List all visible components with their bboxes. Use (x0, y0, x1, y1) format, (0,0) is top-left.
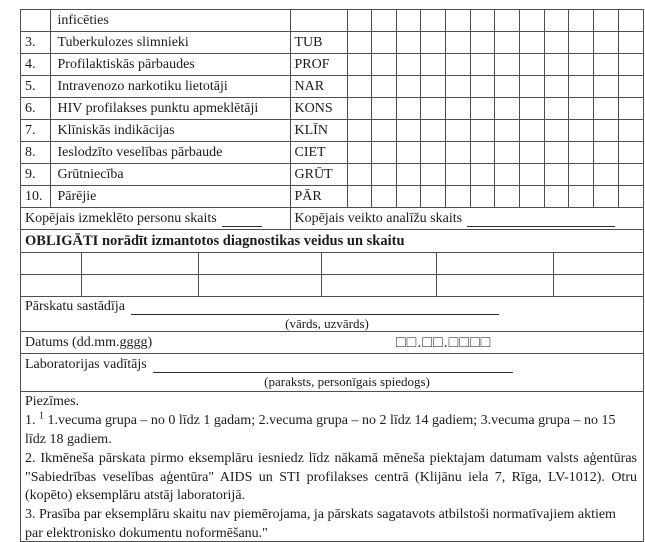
row-number-cell: 10. (21, 186, 50, 208)
totals-row (21, 208, 643, 230)
value-cell[interactable] (544, 186, 569, 208)
value-cell[interactable] (618, 10, 643, 32)
value-cell[interactable] (594, 120, 619, 142)
value-cell[interactable] (618, 54, 643, 76)
value-cell[interactable] (421, 10, 446, 32)
note-2: 2. Ikmēneša pārskata pirmo eksemplāru iesniedz līdz nākamā mēneša piektajam datumam valsts aģentūras "Sabiedrības veselības aģentūra" AIDS un STI profilakses centrā (Klijānu iela 7, Rīga, LV-1012). Otru (kopēto) eksemplāru atstāj laboratorijā. (25, 451, 637, 504)
value-cell[interactable] (396, 10, 421, 32)
lab-head-label: Laboratorijas vadītājs (25, 357, 147, 372)
value-cell[interactable] (569, 32, 594, 54)
value-cell[interactable] (618, 76, 643, 98)
value-cell[interactable] (520, 142, 545, 164)
date-input-boxes[interactable]: □□.□□.□□□□ (396, 334, 492, 351)
prepared-by-label: Pārskatu sastādīja (25, 299, 125, 314)
table-row (21, 186, 643, 208)
value-cell[interactable] (421, 32, 446, 54)
value-cell[interactable] (372, 142, 397, 164)
value-cell[interactable] (618, 186, 643, 208)
value-cell[interactable] (436, 253, 553, 275)
value-cell[interactable] (495, 10, 520, 32)
value-cell[interactable] (396, 120, 421, 142)
value-cell[interactable] (544, 120, 569, 142)
value-cell[interactable] (495, 32, 520, 54)
total-persons-cell (21, 208, 290, 230)
value-cell[interactable] (544, 164, 569, 186)
total-persons-blank[interactable] (222, 213, 262, 227)
table-row (21, 98, 643, 120)
value-cell[interactable] (544, 54, 569, 76)
value-cell[interactable] (421, 98, 446, 120)
value-cell[interactable] (544, 10, 569, 32)
value-cell[interactable] (396, 32, 421, 54)
lab-head-caption: (paraksts, personīgais spiedogs) (264, 374, 430, 389)
value-cell[interactable] (520, 186, 545, 208)
value-cell[interactable] (446, 10, 471, 32)
value-cell[interactable] (495, 76, 520, 98)
value-cell[interactable] (372, 54, 397, 76)
value-cell[interactable] (520, 32, 545, 54)
value-cell[interactable] (594, 142, 619, 164)
row-number-cell: 9. (21, 164, 50, 186)
row-code-cell: GRŪT (290, 164, 347, 186)
date-row (21, 332, 643, 354)
value-cell[interactable] (347, 54, 372, 76)
note-1-superscript: 1 (39, 410, 44, 422)
value-cell[interactable] (396, 98, 421, 120)
row-number-cell: 6. (21, 98, 50, 120)
row-label-cell: Profilaktiskās pārbaudes (50, 54, 290, 76)
note-1: 1. $^1$ 1.vecuma grupa – no 0 līdz 1 gadam; 2.vecuma grupa – no 2 līdz 14 gadiem; 3.vecuma grupa – no 15 līdz 18 gadiem. (25, 410, 616, 447)
value-cell[interactable] (594, 32, 619, 54)
value-cell[interactable] (446, 76, 471, 98)
value-cell[interactable] (495, 164, 520, 186)
row-label-cell: Klīniskās indikācijas (50, 120, 290, 142)
value-cell[interactable] (618, 32, 643, 54)
value-cell[interactable] (569, 98, 594, 120)
value-cell[interactable] (396, 186, 421, 208)
value-cell[interactable] (569, 10, 594, 32)
total-analyses-cell (290, 208, 643, 230)
value-cell[interactable] (347, 142, 372, 164)
value-cell[interactable] (470, 120, 495, 142)
row-label-cell: Intravenozo narkotiku lietotāji (50, 76, 290, 98)
value-cell[interactable] (520, 120, 545, 142)
value-cell[interactable] (396, 142, 421, 164)
value-cell[interactable] (372, 98, 397, 120)
value-cell[interactable] (372, 164, 397, 186)
value-cell[interactable] (520, 76, 545, 98)
value-cell[interactable] (470, 76, 495, 98)
table-row (21, 164, 643, 186)
row-label-cell: Pārējie (50, 186, 290, 208)
value-cell[interactable] (618, 120, 643, 142)
table-row (21, 54, 643, 76)
row-code-cell: KONS (290, 98, 347, 120)
row-number-cell: 7. (21, 120, 50, 142)
diagnostics-grid-table (21, 253, 643, 297)
value-cell[interactable] (421, 76, 446, 98)
value-cell[interactable] (594, 164, 619, 186)
date-label: Datums (dd.mm.gggg) (25, 335, 153, 350)
note-3: 3. Prasība par eksemplāru skaitu nav piemērojama, ja pārskats sagatavots atbilstoši normatīvajiem aktiem par elektronisko dokumentu noformēšanu." (25, 507, 616, 541)
table-row (21, 32, 643, 54)
value-cell[interactable] (553, 253, 643, 275)
value-cell[interactable] (544, 142, 569, 164)
value-cell[interactable] (421, 120, 446, 142)
value-cell[interactable] (372, 32, 397, 54)
total-analyses-blank[interactable] (467, 213, 615, 227)
value-cell[interactable] (347, 164, 372, 186)
value-cell[interactable] (495, 120, 520, 142)
notes-title: Piezīmes. (25, 394, 80, 409)
value-cell[interactable] (446, 98, 471, 120)
table-row (21, 120, 643, 142)
row-label-cell: Grūtniecība (50, 164, 290, 186)
value-cell[interactable] (347, 32, 372, 54)
prepared-by-blank[interactable] (131, 301, 499, 315)
value-cell[interactable] (495, 98, 520, 120)
notes-section (21, 392, 643, 541)
value-cell[interactable] (520, 10, 545, 32)
table-row-carryover (21, 10, 643, 32)
value-cell[interactable] (347, 76, 372, 98)
row-number-cell (21, 10, 50, 32)
value-cell[interactable] (594, 186, 619, 208)
value-cell[interactable] (495, 186, 520, 208)
value-cell[interactable] (618, 98, 643, 120)
value-cell[interactable] (594, 98, 619, 120)
diagnostics-grid-row (21, 253, 643, 275)
laboratory-report-form (20, 9, 644, 542)
value-cell[interactable] (21, 275, 81, 297)
row-label-cell: Tuberkulozes slimnieki (50, 32, 290, 54)
total-persons-label: Kopējais izmeklēto personu skaits (25, 210, 217, 226)
value-cell[interactable] (347, 10, 372, 32)
value-cell[interactable] (520, 164, 545, 186)
value-cell[interactable] (544, 98, 569, 120)
row-code-cell: TUB (290, 32, 347, 54)
value-cell[interactable] (21, 253, 81, 275)
value-cell[interactable] (347, 120, 372, 142)
value-cell[interactable] (446, 164, 471, 186)
value-cell[interactable] (544, 32, 569, 54)
lab-head-row (21, 354, 643, 392)
value-cell[interactable] (470, 10, 495, 32)
value-cell[interactable] (470, 164, 495, 186)
row-label-cell: HIV profilakses punktu apmeklētāji (50, 98, 290, 120)
value-cell[interactable] (618, 142, 643, 164)
value-cell[interactable] (421, 186, 446, 208)
table-row (21, 76, 643, 98)
row-number-cell: 3. (21, 32, 50, 54)
value-cell[interactable] (470, 32, 495, 54)
lab-head-blank[interactable] (153, 359, 513, 373)
row-code-cell: KLĪN (290, 120, 347, 142)
value-cell[interactable] (396, 54, 421, 76)
row-label-cell: Ieslodzīto veselības pārbaude (50, 142, 290, 164)
row-number-cell: 8. (21, 142, 50, 164)
value-cell[interactable] (198, 275, 321, 297)
prepared-by-row (21, 297, 643, 332)
diagnostics-grid-row (21, 275, 643, 297)
value-cell[interactable] (569, 76, 594, 98)
value-cell[interactable] (372, 76, 397, 98)
row-number-cell: 4. (21, 54, 50, 76)
value-cell[interactable] (569, 186, 594, 208)
value-cell[interactable] (520, 54, 545, 76)
value-cell[interactable] (618, 164, 643, 186)
row-label-cell: inficēties (50, 10, 290, 32)
value-cell[interactable] (421, 54, 446, 76)
value-cell[interactable] (553, 275, 643, 297)
row-code-cell: PROF (290, 54, 347, 76)
value-cell[interactable] (495, 54, 520, 76)
value-cell[interactable] (569, 54, 594, 76)
value-cell[interactable] (544, 76, 569, 98)
value-cell[interactable] (520, 98, 545, 120)
value-cell[interactable] (470, 54, 495, 76)
value-cell[interactable] (372, 10, 397, 32)
row-number-cell: 5. (21, 76, 50, 98)
value-cell[interactable] (569, 142, 594, 164)
value-cell[interactable] (347, 98, 372, 120)
table-row (21, 142, 643, 164)
value-cell[interactable] (569, 164, 594, 186)
value-cell[interactable] (372, 120, 397, 142)
value-cell[interactable] (594, 10, 619, 32)
value-cell[interactable] (569, 120, 594, 142)
value-cell[interactable] (396, 164, 421, 186)
row-code-cell: NAR (290, 76, 347, 98)
row-code-cell: CIET (290, 142, 347, 164)
value-cell[interactable] (198, 253, 321, 275)
total-analyses-label: Kopējais veikto analīžu skaits (294, 210, 463, 226)
patient-category-table (21, 10, 643, 230)
value-cell[interactable] (81, 275, 198, 297)
value-cell[interactable] (372, 186, 397, 208)
value-cell[interactable] (396, 76, 421, 98)
value-cell[interactable] (421, 164, 446, 186)
value-cell[interactable] (594, 76, 619, 98)
value-cell[interactable] (347, 186, 372, 208)
value-cell[interactable] (81, 253, 198, 275)
value-cell[interactable] (470, 142, 495, 164)
value-cell[interactable] (321, 275, 436, 297)
obligatory-diagnostics-heading: OBLIGĀTI norādīt izmantotos diagnostikas veidus un skaitu (21, 230, 643, 253)
value-cell[interactable] (470, 186, 495, 208)
row-code-cell: PĀR (290, 186, 347, 208)
value-cell[interactable] (321, 253, 436, 275)
value-cell[interactable] (594, 54, 619, 76)
value-cell[interactable] (446, 142, 471, 164)
value-cell[interactable] (421, 142, 446, 164)
value-cell[interactable] (446, 120, 471, 142)
value-cell[interactable] (446, 54, 471, 76)
row-code-cell (290, 10, 347, 32)
prepared-by-caption: (vārds, uzvārds) (285, 316, 369, 331)
value-cell[interactable] (470, 98, 495, 120)
value-cell[interactable] (495, 142, 520, 164)
value-cell[interactable] (436, 275, 553, 297)
value-cell[interactable] (446, 186, 471, 208)
value-cell[interactable] (446, 32, 471, 54)
